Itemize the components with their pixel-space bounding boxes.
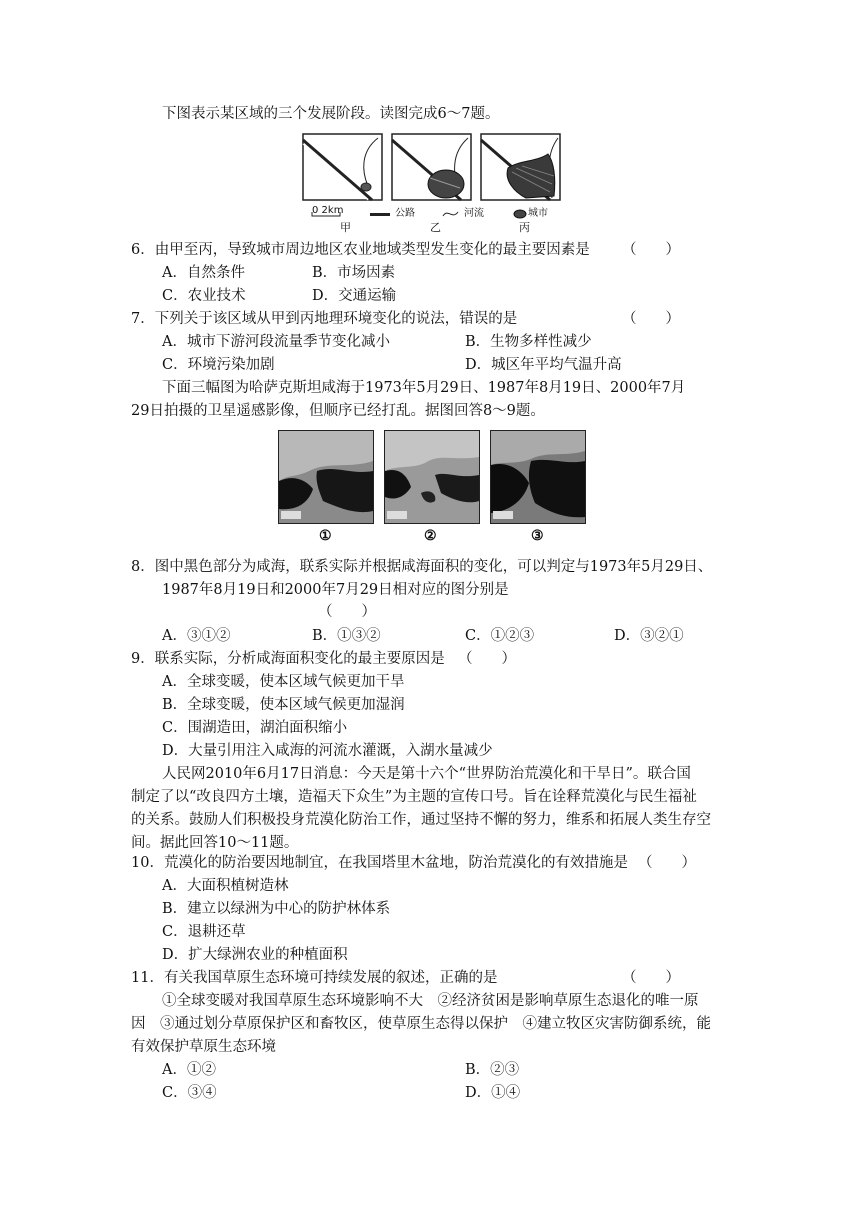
question-7-option-c: C．环境污染加剧: [162, 357, 275, 373]
satellite-label-2: ②: [424, 528, 437, 544]
satellite-image-2: [384, 430, 480, 524]
question-10-option-b: B．建立以绿洲为中心的防护林体系: [162, 901, 391, 917]
question-7-option-a: A．城市下游河段流量季节变化减小: [162, 334, 390, 350]
question-9-option-c: C．围湖造田，湖泊面积缩小: [162, 720, 348, 736]
question-11-answer-blank: （ ）: [622, 970, 680, 986]
satellite-image-1: [278, 430, 374, 524]
question-6-option-d: D．交通运输: [312, 288, 397, 304]
question-11-option-a: A．①②: [162, 1062, 216, 1078]
intro-10-11-line-3: 的关系。鼓励人们积极投身荒漠化防治工作，通过坚持不懈的努力，维系和拓展人类生存空: [131, 812, 711, 828]
question-8-option-a: A．③①②: [162, 628, 231, 644]
question-7-answer-blank: （ ）: [622, 311, 680, 327]
panel-jia-map: [303, 134, 382, 200]
legend-road-label: 公路: [395, 208, 415, 219]
panel-yi-map: [392, 134, 471, 200]
question-6-option-c: C．农业技术: [162, 288, 246, 304]
question-10-answer-blank: （ ）: [638, 855, 696, 871]
intro-8-9-line-2: 29日拍摄的卫星遥感影像，但顺序已经打乱。据图回答8～9题。: [131, 403, 545, 419]
question-8-stem-line-2: 1987年8月19日和2000年7月29日相对应的图分别是: [162, 582, 509, 598]
intro-10-11-line-4: 间。据此回答10～11题。: [131, 835, 299, 851]
question-9-option-b: B．全球变暖，使本区域气候更加湿润: [162, 697, 405, 713]
question-6-answer-blank: （ ）: [622, 242, 680, 258]
intro-10-11-line-1: 人民网2010年6月17日消息：今天是第十六个“世界防治荒漠化和干旱日”。联合国: [162, 766, 691, 782]
intro-10-11-line-2: 制定了以“改良四方土壤，造福天下众生”为主题的宣传口号。旨在诠释荒漠化与民生福祉: [131, 789, 697, 805]
question-10-stem: 10．荒漠化的防治要因地制宜，在我国塔里木盆地，防治荒漠化的有效措施是: [131, 855, 628, 871]
satellite-image-3: [490, 430, 586, 524]
satellite-label-3: ③: [531, 528, 544, 544]
question-8-option-b: B．①③②: [312, 628, 381, 644]
legend-city-label: 城市: [528, 208, 548, 219]
question-11-body-line-3: 有效保护草原生态环境: [131, 1039, 276, 1055]
question-10-option-c: C．退耕还草: [162, 924, 246, 940]
question-8-option-c: C．①②③: [465, 628, 535, 644]
question-8-answer-blank: （ ）: [318, 604, 376, 620]
question-9-option-d: D．大量引用注入咸海的河流水灌溉，入湖水量减少: [162, 743, 493, 759]
question-11-option-c: C．③④: [162, 1085, 217, 1101]
intro-8-9-line-1: 下面三幅图为哈萨克斯坦咸海于1973年5月29日、1987年8月19日、2000年7月: [162, 380, 686, 396]
question-10-option-a: A．大面积植树造林: [162, 878, 289, 894]
question-11-option-d: D．①④: [465, 1085, 521, 1101]
question-11-body-line-2: 因 ③通过划分草原保护区和畜牧区，使草原生态得以保护 ④建立牧区灾害防御系统，能: [131, 1016, 711, 1032]
intro-6-7: 下图表示某区域的三个发展阶段。读图完成6～7题。: [162, 106, 500, 122]
question-11-option-b: B．②③: [465, 1062, 520, 1078]
panel-bing-map: [481, 134, 560, 200]
legend-graphics: [312, 210, 526, 218]
panel-label-bing: 丙: [519, 221, 530, 234]
question-6-option-a: A．自然条件: [162, 265, 245, 281]
question-9-answer-blank: （ ）: [458, 651, 516, 667]
question-8-option-d: D．③②①: [614, 628, 684, 644]
question-7-option-b: B．生物多样性减少: [465, 334, 592, 350]
satellite-label-1: ①: [319, 528, 332, 544]
question-11-body-line-1: ①全球变暖对我国草原生态环境影响不大 ②经济贫困是影响草原生态退化的唯一原: [162, 993, 699, 1009]
question-9-option-a: A．全球变暖，使本区域气候更加干旱: [162, 674, 405, 690]
question-7-option-d: D．城区年平均气温升高: [465, 357, 622, 373]
question-9-stem: 9．联系实际，分析咸海面积变化的最主要原因是: [131, 651, 445, 667]
scale-label: 0 2km: [312, 205, 344, 216]
legend-river-label: 河流: [464, 208, 484, 219]
question-6-option-b: B．市场因素: [312, 265, 396, 281]
panel-label-yi: 乙: [430, 221, 441, 234]
question-10-option-d: D．扩大绿洲农业的种植面积: [162, 947, 348, 963]
panel-label-jia: 甲: [340, 221, 351, 234]
question-7-stem: 7．下列关于该区域从甲到丙地理环境变化的说法，错误的是: [131, 311, 518, 327]
question-6-stem: 6．由甲至丙，导致城市周边地区农业地域类型发生变化的最主要因素是: [131, 242, 590, 258]
question-11-stem: 11．有关我国草原生态环境可持续发展的叙述，正确的是: [131, 970, 498, 986]
question-8-stem-line-1: 8．图中黑色部分为咸海，联系实际并根据咸海面积的变化，可以判定与1973年5月29日、: [131, 559, 713, 575]
development-stages-figure: [300, 132, 565, 232]
